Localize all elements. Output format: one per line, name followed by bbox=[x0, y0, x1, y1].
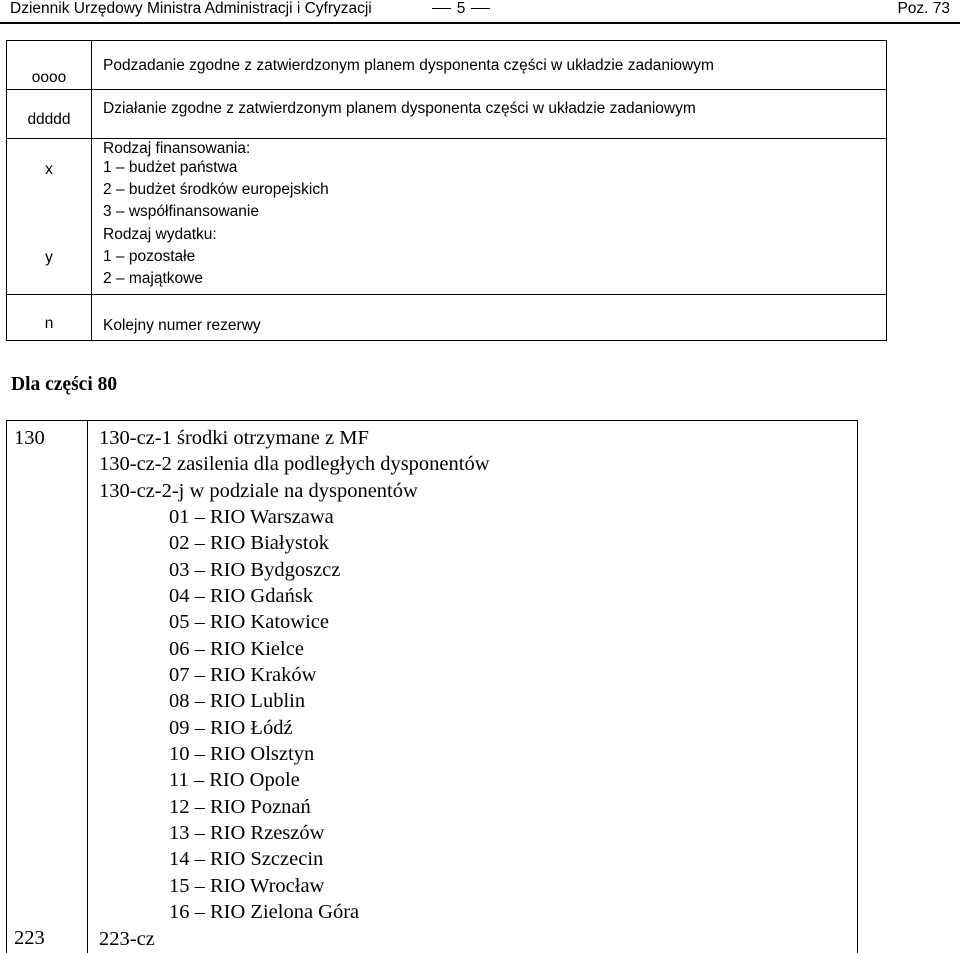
legend-code-x: x bbox=[45, 161, 53, 178]
legend-desc-x-3: 3 – współfinansowanie bbox=[103, 203, 259, 220]
legend-code-n: n bbox=[44, 315, 54, 332]
rio-item: 01 – RIO Warszawa bbox=[169, 506, 334, 528]
legend-desc-y-1: 1 – pozostałe bbox=[103, 248, 196, 265]
class-line: 130-cz-2-j w podziale na dysponentów bbox=[99, 480, 418, 502]
row-divider bbox=[7, 294, 886, 295]
class-line: 130-cz-2 zasilenia dla podległych dysponentów bbox=[99, 453, 490, 475]
running-header bbox=[0, 0, 960, 24]
rio-item: 12 – RIO Poznań bbox=[169, 796, 311, 818]
rio-item: 11 – RIO Opole bbox=[169, 769, 300, 791]
rio-item: 03 – RIO Bydgoszcz bbox=[169, 559, 341, 581]
rio-item: 09 – RIO Łódź bbox=[169, 717, 293, 739]
position-number: Poz. 73 bbox=[897, 0, 950, 17]
legend-desc-y-title: Rodzaj wydatku: bbox=[103, 226, 217, 243]
header-rule bbox=[0, 22, 960, 24]
legend-code-y: y bbox=[45, 249, 53, 266]
code-legend-table bbox=[6, 40, 887, 341]
legend-desc-y-2: 2 – majątkowe bbox=[103, 270, 203, 287]
rio-item: 08 – RIO Lublin bbox=[169, 690, 306, 712]
legend-desc-oooo: Podzadanie zgodne z zatwierdzonym planem dysponenta części w układzie zadaniowym bbox=[103, 57, 714, 74]
legend-code-ddddd: ddddd bbox=[27, 111, 71, 128]
rio-item: 13 – RIO Rzeszów bbox=[169, 822, 325, 844]
rio-item: 05 – RIO Katowice bbox=[169, 611, 329, 633]
page-number: 5 bbox=[420, 0, 502, 18]
class-code-223: 223 bbox=[14, 927, 45, 949]
legend-desc-x-1: 1 – budżet państwa bbox=[103, 159, 238, 176]
rio-item: 10 – RIO Olsztyn bbox=[169, 743, 315, 765]
column-divider bbox=[91, 41, 92, 340]
rio-item: 02 – RIO Białystok bbox=[169, 532, 330, 554]
section-title: Dla części 80 bbox=[11, 374, 118, 395]
legend-code-oooo: oooo bbox=[31, 69, 67, 86]
rio-item: 14 – RIO Szczecin bbox=[169, 848, 324, 870]
row-divider bbox=[7, 89, 886, 90]
class-code-130: 130 bbox=[14, 427, 45, 449]
rio-item: 04 – RIO Gdańsk bbox=[169, 585, 314, 607]
class-line: 223-cz bbox=[99, 928, 155, 950]
rio-item: 06 – RIO Kielce bbox=[169, 638, 304, 660]
legend-desc-ddddd: Działanie zgodne z zatwierdzonym planem dysponenta części w układzie zadaniowym bbox=[103, 100, 696, 117]
legend-desc-x-title: Rodzaj finansowania: bbox=[103, 140, 251, 157]
classification-table bbox=[6, 420, 858, 953]
legend-desc-n: Kolejny numer rezerwy bbox=[103, 317, 261, 334]
journal-title: Dziennik Urzędowy Ministra Administracji i Cyfryzacji bbox=[10, 0, 372, 17]
column-divider bbox=[87, 421, 88, 953]
rio-item: 15 – RIO Wrocław bbox=[169, 875, 325, 897]
legend-desc-x-2: 2 – budżet środków europejskich bbox=[103, 181, 329, 198]
rio-item: 07 – RIO Kraków bbox=[169, 664, 317, 686]
class-line: 130-cz-1 środki otrzymane z MF bbox=[99, 427, 369, 449]
rio-item: 16 – RIO Zielona Góra bbox=[169, 901, 360, 923]
